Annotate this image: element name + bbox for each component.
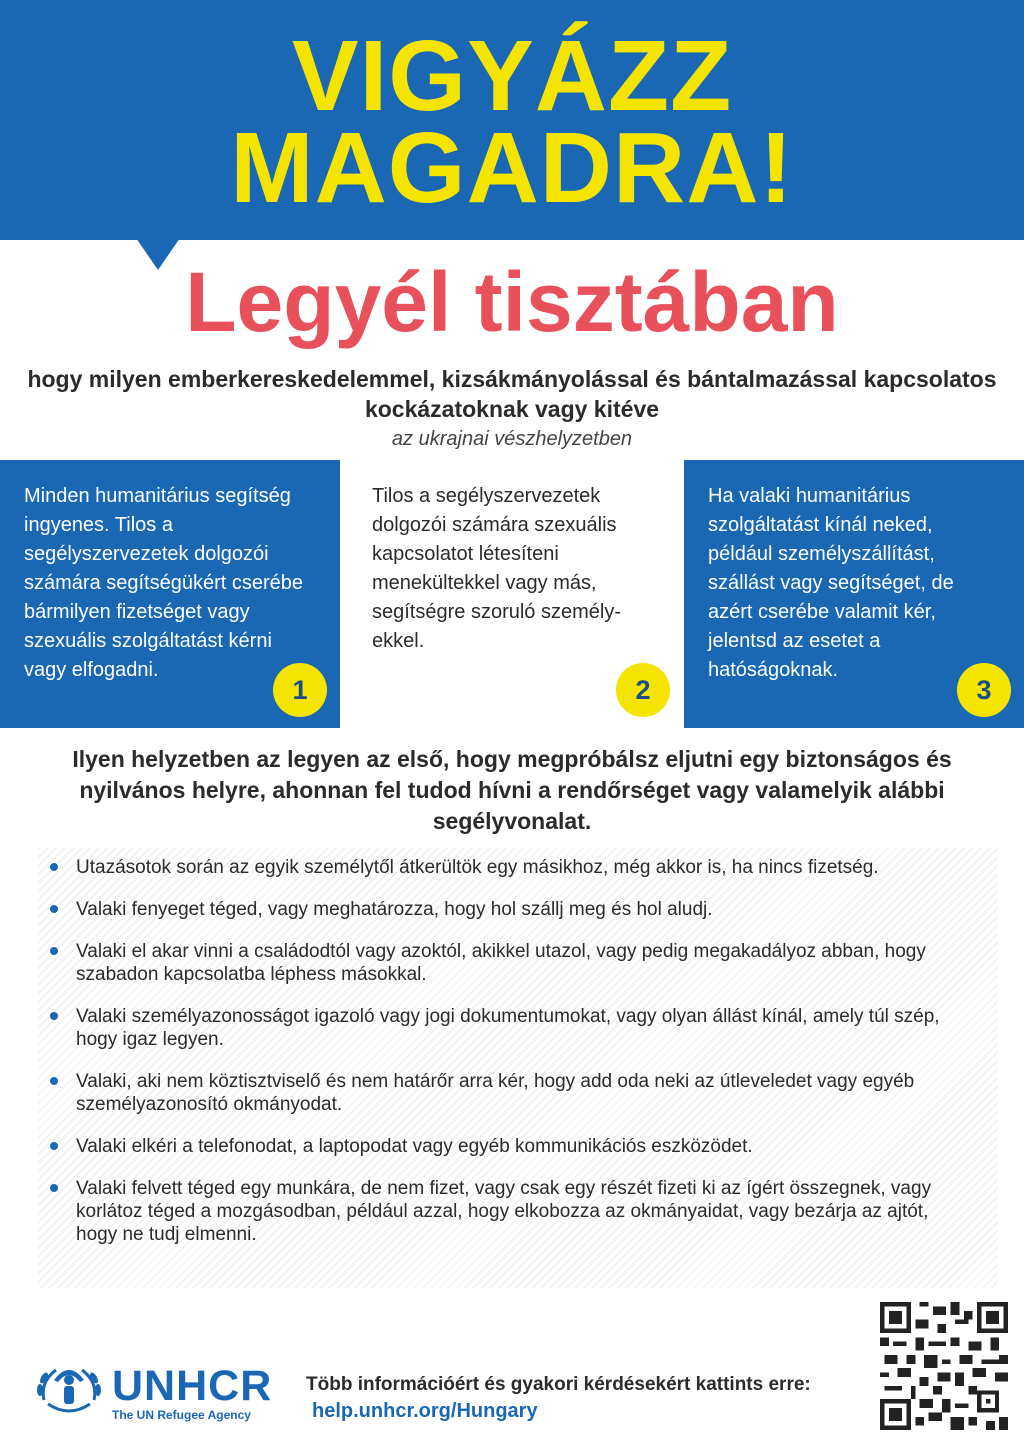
instruction-text: Ilyen helyzetben az legyen az első, hogy megpróbálsz eljutni egy biztonságos és nyilvános helyre, ahonnan fel tudod hívni a rendőrséget vagy valamelyik alábbi segélyvonalat. (72, 746, 952, 834)
list-item (48, 898, 968, 921)
warning-text: Valaki fenyeget téged, vagy meghatározza, hogy hol szállj meg és hol aludj. (76, 899, 713, 920)
qr-code-icon[interactable] (880, 1302, 1008, 1430)
list-item (48, 940, 968, 986)
warning-text: Valaki, aki nem köztisztviselő és nem határőr arra kér, hogy add oda neki az útleveledet vagy egyéb személyazonosító okmányodat. (76, 1071, 915, 1115)
warning-text: Utazásotok során az egyik személytől átkerültök egy másikhoz, még akkor is, ha nincs fizetség. (76, 857, 879, 878)
rule-text-1: Minden humanitárius segítség ingyenes. Tilos a segélyszervezetek dolgozói számára segítségükért cserébe bármilyen fizetséget vagy szexuális szolgáltatást kérni vagy elfogadni. (24, 485, 304, 681)
bullet-icon (50, 863, 58, 871)
bullet-icon (50, 905, 58, 913)
rule-number-badge-2: 2 (616, 663, 670, 717)
warning-text: Valaki felvett téged egy munkára, de nem fizet, vagy csak egy részét fizeti ki az ígért összegnek, vagy korlátoz téged a mozgásodban, például azzal, hogy elkobozza az okmányaidat, vagy bezárja az ajtót, hogy ne tudj elmenni. (76, 1178, 932, 1245)
context-note: az ukrajnai vészhelyzetben (391, 428, 633, 450)
list-item (48, 1177, 968, 1246)
title-line-1: VIGYÁZZ (291, 20, 733, 132)
bullet-icon (50, 1184, 58, 1192)
list-item (48, 856, 968, 879)
unhcr-wordmark: UNHCR (112, 1362, 273, 1410)
help-link[interactable]: help.unhcr.org/Hungary (312, 1400, 538, 1422)
rule-number-badge-1: 1 (273, 663, 327, 717)
list-item (48, 1135, 968, 1158)
bullet-icon (50, 1142, 58, 1150)
header-banner (0, 0, 1024, 240)
bullet-icon (50, 1077, 58, 1085)
rule-number-badge-3: 3 (957, 663, 1011, 717)
subheading: hogy milyen emberkereskedelemmel, kizsákmányolással és bántalmazással kapcsolatos kockázatoknak vagy kitéve (27, 366, 997, 422)
poster-title (0, 20, 1024, 224)
more-info-text: Több információért és gyakori kérdésekért kattints erre: (306, 1374, 811, 1395)
list-item (48, 1070, 968, 1116)
list-item (48, 1005, 968, 1051)
rule-text-2: Tilos a segélyszervezetek dolgozói számára szexuális kapcsolatot létesíteni menekültekkel vagy más, segítségre szoruló személy-ekkel. (372, 485, 621, 652)
warning-list (48, 856, 968, 1265)
bullet-icon (50, 1012, 58, 1020)
title-line-2: MAGADRA! (230, 112, 794, 224)
warning-text: Valaki személyazonosságot igazoló vagy jogi dokumentumokat, vagy olyan állást kínál, amely túl szép, hogy igaz legyen. (76, 1006, 940, 1050)
warning-text: Valaki elkéri a telefonodat, a laptopodat vagy egyéb kommunikációs eszközödet. (76, 1136, 753, 1157)
unhcr-emblem-icon (34, 1360, 104, 1422)
headline: Legyél tisztában (185, 255, 839, 349)
rule-text-3: Ha valaki humanitárius szolgáltatást kínál neked, például személyszállítást, szállást vagy segítséget, de azért cserébe valamit kér, jelentsd az esetet a hatóságoknak. (708, 485, 954, 681)
bullet-icon (50, 947, 58, 955)
warning-text: Valaki el akar vinni a családodtól vagy azoktól, akikkel utazol, vagy pedig megakadályoz abban, hogy szabadon kapcsolatba léphess másokkal. (76, 941, 926, 985)
unhcr-tagline: The UN Refugee Agency (112, 1408, 251, 1422)
